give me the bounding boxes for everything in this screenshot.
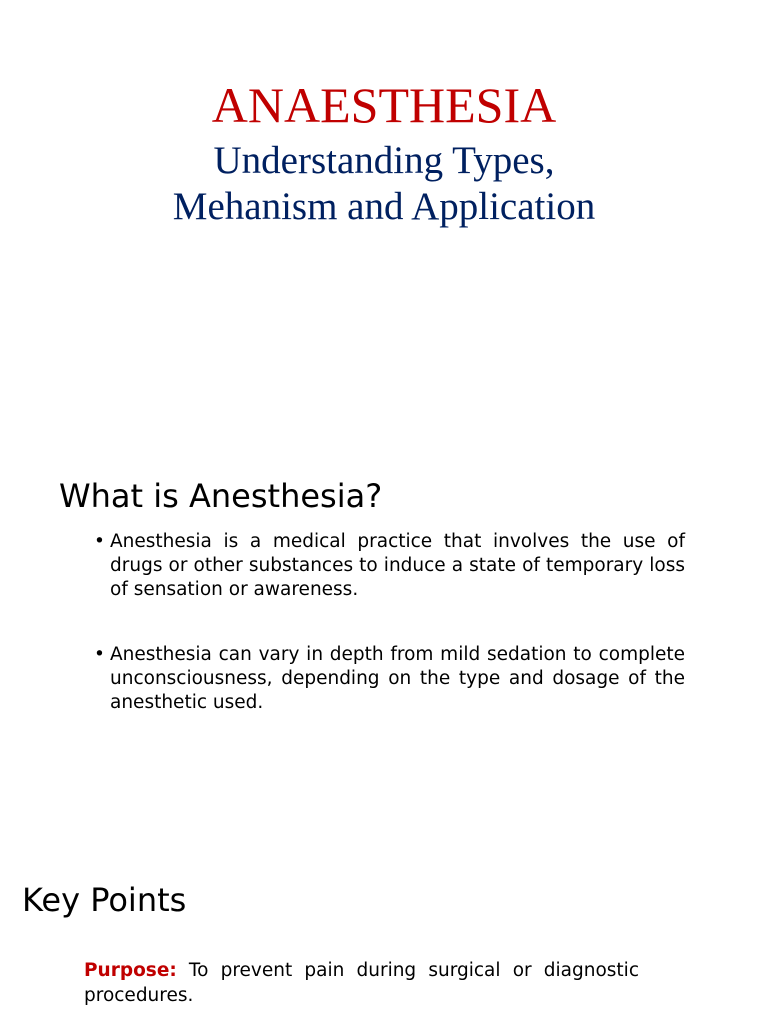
bullet-text: Anesthesia is a medical practice that involves the use of drugs or other substances to induce a state of temporary loss of sensation or awareness. xyxy=(110,531,685,600)
subtitle-line-2: Mehanism and Application xyxy=(172,185,596,228)
purpose-label: Purpose: xyxy=(84,960,177,981)
bullet-text: Anesthesia can vary in depth from mild sedation to complete unconsciousness, depending on the type and dosage of the anesthetic used. xyxy=(110,644,685,713)
subtitle xyxy=(0,138,768,230)
purpose-text: To prevent pain during surgical or diagnostic procedures. xyxy=(84,960,639,1006)
purpose-paragraph xyxy=(84,958,639,1008)
key-points-heading: Key Points xyxy=(22,881,187,919)
bullet-icon: • xyxy=(94,644,105,665)
what-is-bullet-list xyxy=(94,530,685,756)
subtitle-line-1: Understanding Types, xyxy=(213,139,555,182)
main-title: ANAESTHESIA xyxy=(211,77,557,133)
list-item xyxy=(94,643,685,715)
bullet-icon: • xyxy=(94,531,105,552)
list-item xyxy=(94,530,685,602)
title-slide xyxy=(0,76,768,230)
what-is-heading: What is Anesthesia? xyxy=(59,477,383,515)
